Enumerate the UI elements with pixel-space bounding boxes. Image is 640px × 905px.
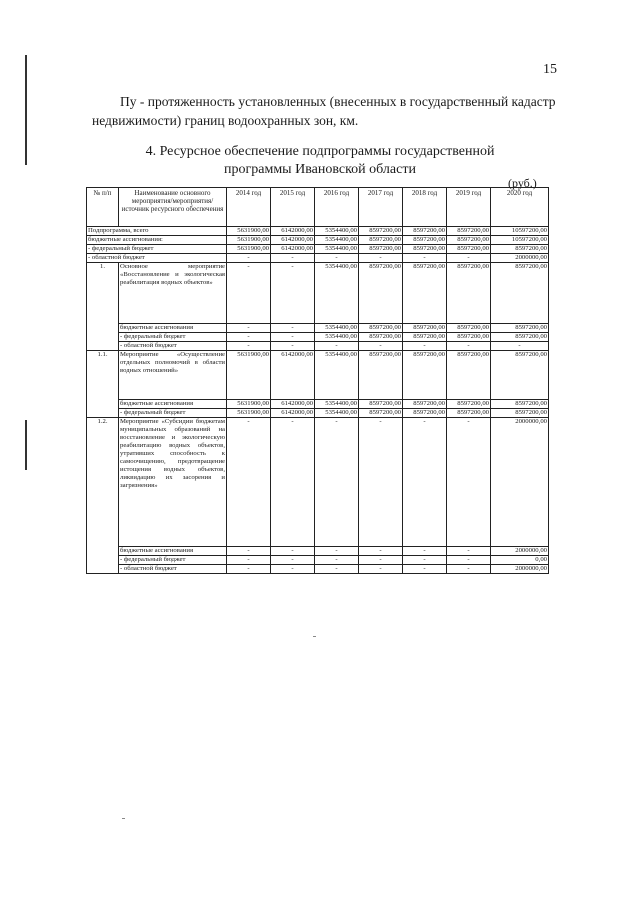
table-cell-value: - bbox=[403, 547, 447, 556]
table-cell-value: 8597200,00 bbox=[447, 263, 491, 324]
table-cell-num: 1.1. bbox=[87, 351, 119, 418]
table-cell-value: - bbox=[403, 556, 447, 565]
table-body bbox=[87, 227, 549, 574]
scan-speck bbox=[122, 818, 125, 819]
table-cell-value: - bbox=[447, 565, 491, 574]
binding-line bbox=[25, 420, 27, 470]
table-row bbox=[87, 400, 549, 409]
table-cell-value: - bbox=[271, 254, 315, 263]
table-cell-value: 8597200,00 bbox=[359, 245, 403, 254]
scan-speck bbox=[313, 636, 316, 637]
table-cell-name: Мероприятие «Осуществление отдельных полномочий в области водных отношений» bbox=[119, 351, 227, 400]
section-title bbox=[120, 143, 520, 179]
table-cell-value: 8597200,00 bbox=[359, 400, 403, 409]
table-cell-value: 8597200,00 bbox=[359, 236, 403, 245]
table-cell-value: 8597200,00 bbox=[359, 409, 403, 418]
table-row bbox=[87, 245, 549, 254]
table-row bbox=[87, 227, 549, 236]
table-cell-value: 8597200,00 bbox=[447, 245, 491, 254]
table-cell-value: 8597200,00 bbox=[491, 263, 549, 324]
table-cell-name: Мероприятие «Субсидии бюджетам муниципальных образований на восстановление и экологическую реабилитацию водных объектов, утративших способность к самоочищению, предотвращение истощения водных объектов, ликвидацию их засорения и загрязнения» bbox=[119, 418, 227, 547]
header-num: № п/п bbox=[87, 188, 119, 227]
table-cell-value: 8597200,00 bbox=[447, 333, 491, 342]
section-title-line-1: 4. Ресурсное обеспечение подпрограммы государственной bbox=[145, 144, 495, 159]
header-year: 2014 год bbox=[227, 188, 271, 227]
table-cell-label: - федеральный бюджет bbox=[119, 556, 227, 565]
table-cell-value: - bbox=[271, 324, 315, 333]
header-year: 2019 год bbox=[447, 188, 491, 227]
table-cell-value: - bbox=[403, 418, 447, 547]
table-row bbox=[87, 547, 549, 556]
table-cell-label: Подпрограмма, всего bbox=[87, 227, 227, 236]
table-cell-value: 5631900,00 bbox=[227, 227, 271, 236]
table-cell-label: - федеральный бюджет bbox=[87, 245, 227, 254]
table-row bbox=[87, 556, 549, 565]
table-cell-value: 8597200,00 bbox=[491, 409, 549, 418]
table-cell-value: 8597200,00 bbox=[491, 245, 549, 254]
table-cell-value: - bbox=[315, 342, 359, 351]
table-cell-value: 8597200,00 bbox=[359, 227, 403, 236]
table-cell-value: - bbox=[227, 254, 271, 263]
table-cell-value: - bbox=[403, 342, 447, 351]
table-cell-name: Основное мероприятие «Восстановление и экологическая реабилитация водных объектов» bbox=[119, 263, 227, 324]
binding-line bbox=[25, 55, 27, 165]
table-cell-value: 6142000,00 bbox=[271, 409, 315, 418]
table-cell-value: 8597200,00 bbox=[447, 324, 491, 333]
table-cell-value: - bbox=[447, 556, 491, 565]
table-cell-value: 10597200,00 bbox=[491, 227, 549, 236]
table-cell-value: 8597200,00 bbox=[491, 333, 549, 342]
table-cell-value: 8597200,00 bbox=[447, 351, 491, 400]
table-cell-value: 5354400,00 bbox=[315, 227, 359, 236]
table-cell-value: 5631900,00 bbox=[227, 236, 271, 245]
table-cell-value: - bbox=[315, 565, 359, 574]
table-cell-value: 6142000,00 bbox=[271, 245, 315, 254]
table-cell-label: бюджетные ассигнования bbox=[119, 400, 227, 409]
table-cell-label: - федеральный бюджет bbox=[119, 409, 227, 418]
table-cell-value: 8597200,00 bbox=[403, 245, 447, 254]
table-cell-value: 8597200,00 bbox=[403, 263, 447, 324]
table-row bbox=[87, 236, 549, 245]
table-cell-value: - bbox=[227, 565, 271, 574]
table-row bbox=[87, 351, 549, 400]
table-row bbox=[87, 324, 549, 333]
table-cell-value: 8597200,00 bbox=[403, 227, 447, 236]
table-cell-value: 8597200,00 bbox=[447, 236, 491, 245]
table-cell-value: - bbox=[315, 547, 359, 556]
table-cell-value: - bbox=[315, 254, 359, 263]
table-cell-value: - bbox=[491, 342, 549, 351]
header-year: 2016 год bbox=[315, 188, 359, 227]
table-cell-value: 8597200,00 bbox=[403, 324, 447, 333]
table-cell-value: - bbox=[271, 342, 315, 351]
table-row bbox=[87, 263, 549, 324]
table-cell-value: 8597200,00 bbox=[403, 333, 447, 342]
table-cell-value: 8597200,00 bbox=[403, 409, 447, 418]
table-cell-value: 5354400,00 bbox=[315, 245, 359, 254]
header-year: 2017 год bbox=[359, 188, 403, 227]
table-cell-value: 8597200,00 bbox=[359, 333, 403, 342]
table-cell-value: - bbox=[403, 565, 447, 574]
resource-table bbox=[86, 187, 549, 574]
table-row bbox=[87, 333, 549, 342]
table-cell-value: - bbox=[227, 418, 271, 547]
table-cell-value: - bbox=[447, 418, 491, 547]
table-cell-value: 6142000,00 bbox=[271, 236, 315, 245]
table-cell-value: - bbox=[359, 254, 403, 263]
table-cell-label: - областной бюджет bbox=[119, 565, 227, 574]
table-cell-value: 5631900,00 bbox=[227, 409, 271, 418]
table-cell-value: 8597200,00 bbox=[491, 351, 549, 400]
table-cell-value: - bbox=[271, 565, 315, 574]
table-cell-value: 8597200,00 bbox=[491, 324, 549, 333]
units-label: (руб.) bbox=[508, 176, 537, 190]
table-cell-value: 2000000,00 bbox=[491, 254, 549, 263]
definition-paragraph: Пу - протяженность установленных (внесенных в государственный кадастр недвижимости) границ водоохранных зон, км. bbox=[92, 94, 556, 128]
table-cell-value: 0,00 bbox=[491, 556, 549, 565]
table-cell-value: - bbox=[227, 324, 271, 333]
table-cell-value: 6142000,00 bbox=[271, 400, 315, 409]
table-cell-value: - bbox=[359, 565, 403, 574]
header-year: 2018 год bbox=[403, 188, 447, 227]
header-year: 2015 год bbox=[271, 188, 315, 227]
table-cell-value: - bbox=[227, 556, 271, 565]
table-cell-value: - bbox=[447, 254, 491, 263]
table-cell-value: 8597200,00 bbox=[359, 324, 403, 333]
table-row bbox=[87, 565, 549, 574]
table-cell-value: 8597200,00 bbox=[359, 263, 403, 324]
table-cell-value: 8597200,00 bbox=[447, 400, 491, 409]
table-cell-value: 8597200,00 bbox=[403, 400, 447, 409]
table-cell-value: - bbox=[315, 556, 359, 565]
section-title-line-2: программы Ивановской области bbox=[224, 162, 416, 177]
table-row bbox=[87, 254, 549, 263]
table-cell-value: - bbox=[403, 254, 447, 263]
table-cell-value: 5354400,00 bbox=[315, 263, 359, 324]
table-cell-value: - bbox=[359, 556, 403, 565]
table-cell-value: - bbox=[359, 418, 403, 547]
table-cell-value: 5354400,00 bbox=[315, 333, 359, 342]
table-cell-value: - bbox=[227, 263, 271, 324]
table-cell-value: - bbox=[271, 333, 315, 342]
table-cell-value: 2000000,00 bbox=[491, 547, 549, 556]
table-cell-value: 5631900,00 bbox=[227, 245, 271, 254]
table-cell-value: 2000000,00 bbox=[491, 418, 549, 547]
table-cell-value: - bbox=[227, 547, 271, 556]
table-cell-value: 8597200,00 bbox=[491, 400, 549, 409]
table-cell-num: 1. bbox=[87, 263, 119, 351]
header-name: Наименование основного мероприятия/мероприятия/ источник ресурсного обеспечения bbox=[119, 188, 227, 227]
table-cell-num: 1.2. bbox=[87, 418, 119, 574]
table-cell-value: - bbox=[359, 342, 403, 351]
table-cell-value: 5631900,00 bbox=[227, 351, 271, 400]
table-cell-value: 10597200,00 bbox=[491, 236, 549, 245]
table-row bbox=[87, 409, 549, 418]
table-cell-value: 6142000,00 bbox=[271, 351, 315, 400]
table-cell-label: бюджетные ассигнования: bbox=[87, 236, 227, 245]
table-row bbox=[87, 418, 549, 547]
table-cell-value: - bbox=[227, 333, 271, 342]
table-header-row bbox=[87, 188, 549, 227]
table-cell-value: 5354400,00 bbox=[315, 400, 359, 409]
table-cell-label: - федеральный бюджет bbox=[119, 333, 227, 342]
table-cell-value: 5354400,00 bbox=[315, 351, 359, 400]
table-cell-label: - областной бюджет bbox=[87, 254, 227, 263]
page-number: 15 bbox=[543, 62, 557, 77]
table-cell-value: 5354400,00 bbox=[315, 236, 359, 245]
table-cell-label: - областной бюджет bbox=[119, 342, 227, 351]
header-year: 2020 год bbox=[491, 188, 549, 227]
table-cell-value: 8597200,00 bbox=[403, 236, 447, 245]
table-cell-value: 8597200,00 bbox=[359, 351, 403, 400]
table-row bbox=[87, 342, 549, 351]
table-cell-label: бюджетные ассигнования bbox=[119, 324, 227, 333]
table-cell-value: - bbox=[271, 418, 315, 547]
table-cell-value: 8597200,00 bbox=[403, 351, 447, 400]
table-cell-value: 5354400,00 bbox=[315, 409, 359, 418]
table-cell-value: 8597200,00 bbox=[447, 227, 491, 236]
table-cell-value: 5631900,00 bbox=[227, 400, 271, 409]
table-cell-value: - bbox=[447, 547, 491, 556]
table-cell-value: 6142000,00 bbox=[271, 227, 315, 236]
table-cell-value: - bbox=[447, 342, 491, 351]
table-cell-value: - bbox=[271, 547, 315, 556]
table-cell-value: - bbox=[359, 547, 403, 556]
table-cell-label: бюджетные ассигнования bbox=[119, 547, 227, 556]
table-cell-value: - bbox=[271, 263, 315, 324]
table-cell-value: - bbox=[271, 556, 315, 565]
table-cell-value: 8597200,00 bbox=[447, 409, 491, 418]
table-cell-value: - bbox=[315, 418, 359, 547]
table-cell-value: - bbox=[227, 342, 271, 351]
table-cell-value: 2000000,00 bbox=[491, 565, 549, 574]
table-cell-value: 5354400,00 bbox=[315, 324, 359, 333]
